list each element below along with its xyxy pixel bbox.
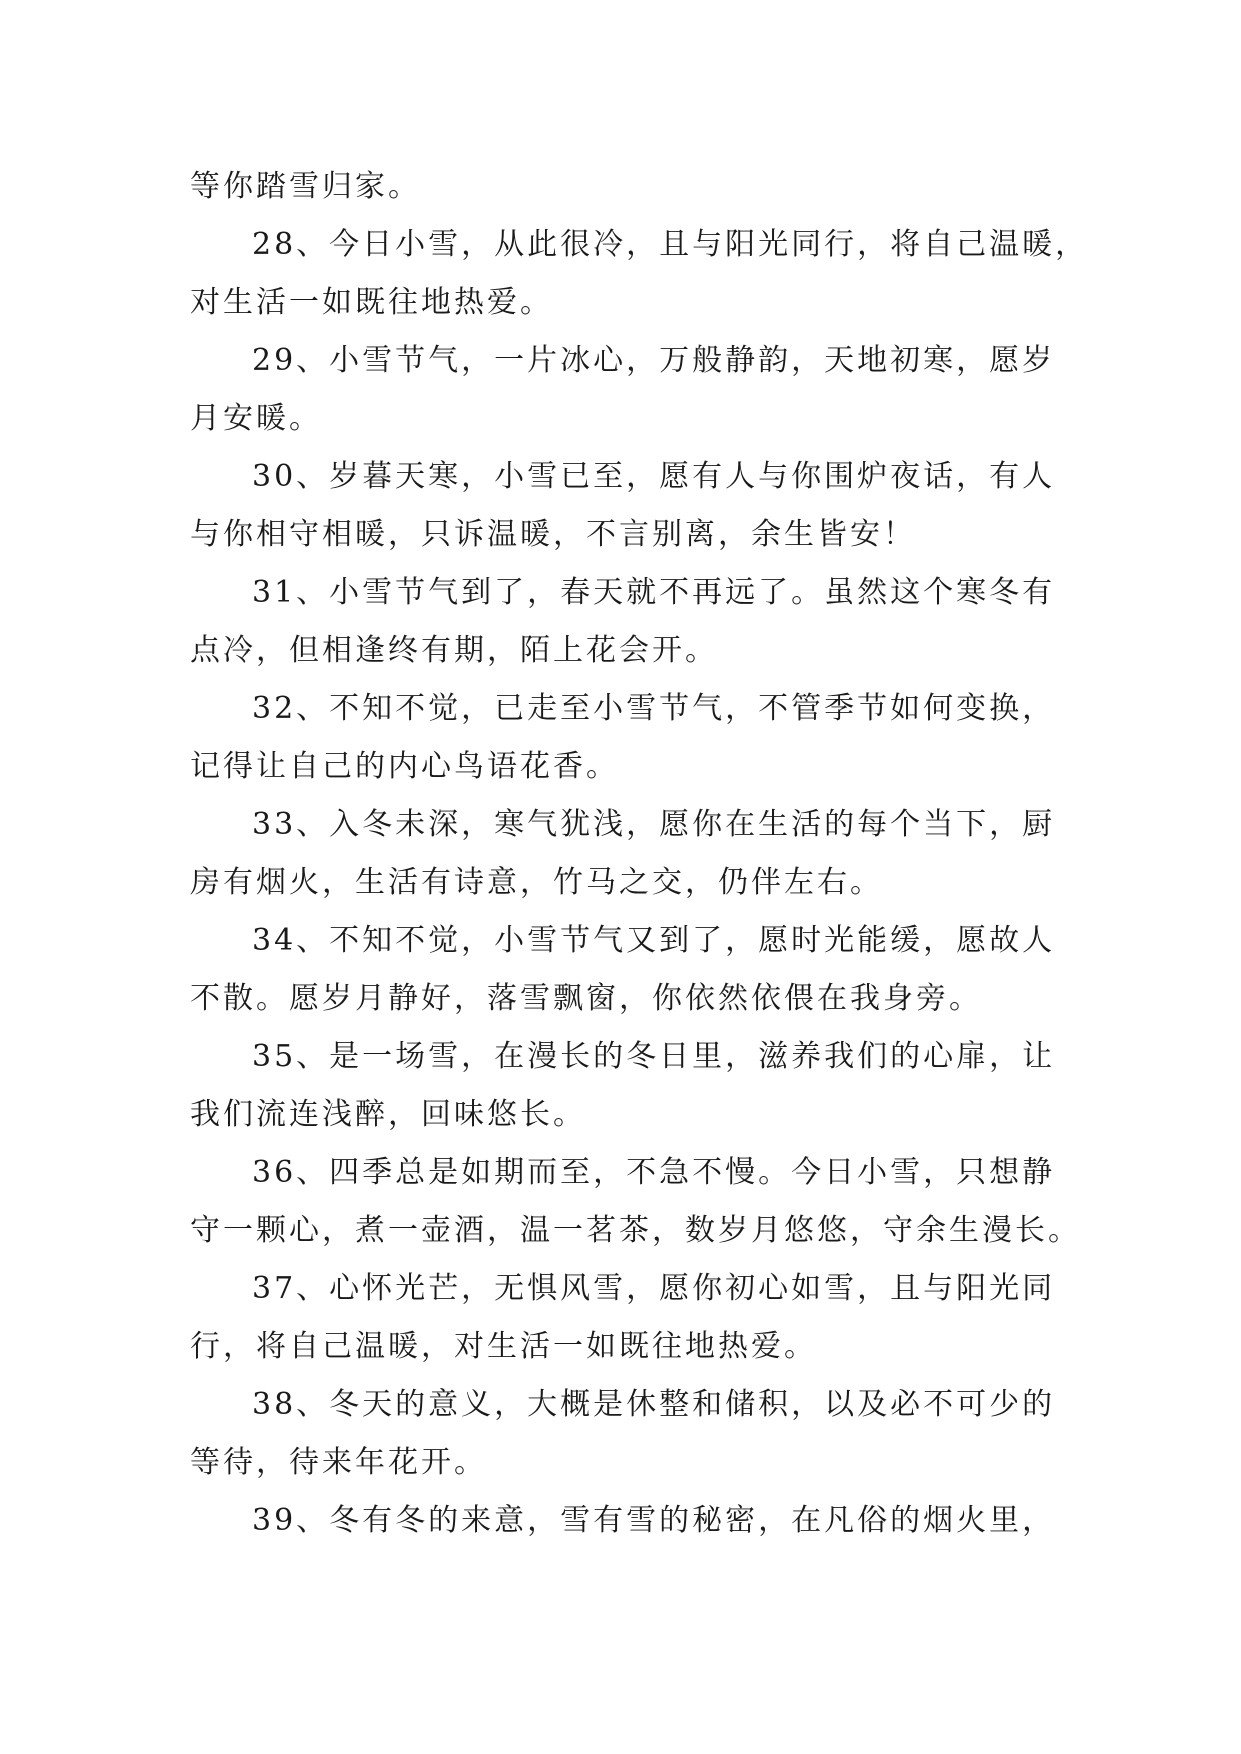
text-line: 与你相守相暖，只诉温暖，不言别离，余生皆安！ bbox=[190, 517, 916, 552]
text-line: 不散。愿岁月静好，落雪飘窗，你依然依偎在我身旁。 bbox=[190, 981, 982, 1016]
text-line: 34、不知不觉，小雪节气又到了，愿时光能缓，愿故人 bbox=[252, 923, 1056, 958]
text-line: 对生活一如既往地热爱。 bbox=[190, 285, 553, 320]
text-line: 房有烟火，生活有诗意，竹马之交，仍伴左右。 bbox=[190, 865, 883, 900]
text-line: 我们流连浅醉，回味悠长。 bbox=[190, 1097, 586, 1132]
text-line: 等你踏雪归家。 bbox=[190, 169, 421, 204]
text-line: 守一颗心，煮一壶酒，温一茗茶，数岁月悠悠，守余生漫长。 bbox=[190, 1213, 1081, 1248]
text-line: 记得让自己的内心鸟语花香。 bbox=[190, 749, 619, 784]
text-line: 30、岁暮天寒，小雪已至，愿有人与你围炉夜话，有人 bbox=[252, 459, 1056, 494]
text-line: 28、今日小雪，从此很冷，且与阳光同行，将自己温暖， bbox=[252, 227, 1089, 262]
text-line: 38、冬天的意义，大概是休整和储积，以及必不可少的 bbox=[252, 1387, 1056, 1422]
text-line: 31、小雪节气到了，春天就不再远了。虽然这个寒冬有 bbox=[252, 575, 1056, 610]
text-line: 37、心怀光芒，无惧风雪，愿你初心如雪，且与阳光同 bbox=[252, 1271, 1056, 1306]
text-line: 行，将自己温暖，对生活一如既往地热爱。 bbox=[190, 1329, 817, 1364]
text-line: 33、入冬未深，寒气犹浅，愿你在生活的每个当下，厨 bbox=[252, 807, 1056, 842]
text-line: 35、是一场雪，在漫长的冬日里，滋养我们的心扉，让 bbox=[252, 1039, 1056, 1074]
text-line: 月安暖。 bbox=[190, 401, 322, 436]
text-line: 等待，待来年花开。 bbox=[190, 1445, 487, 1480]
text-line: 29、小雪节气，一片冰心，万般静韵，天地初寒，愿岁 bbox=[252, 343, 1056, 378]
text-line: 36、四季总是如期而至，不急不慢。今日小雪，只想静 bbox=[252, 1155, 1056, 1190]
document-body bbox=[190, 158, 1089, 1550]
text-line: 点冷，但相逢终有期，陌上花会开。 bbox=[190, 633, 718, 668]
text-line: 32、不知不觉，已走至小雪节气，不管季节如何变换， bbox=[252, 691, 1056, 726]
text-line: 39、冬有冬的来意，雪有雪的秘密，在凡俗的烟火里， bbox=[252, 1503, 1056, 1538]
